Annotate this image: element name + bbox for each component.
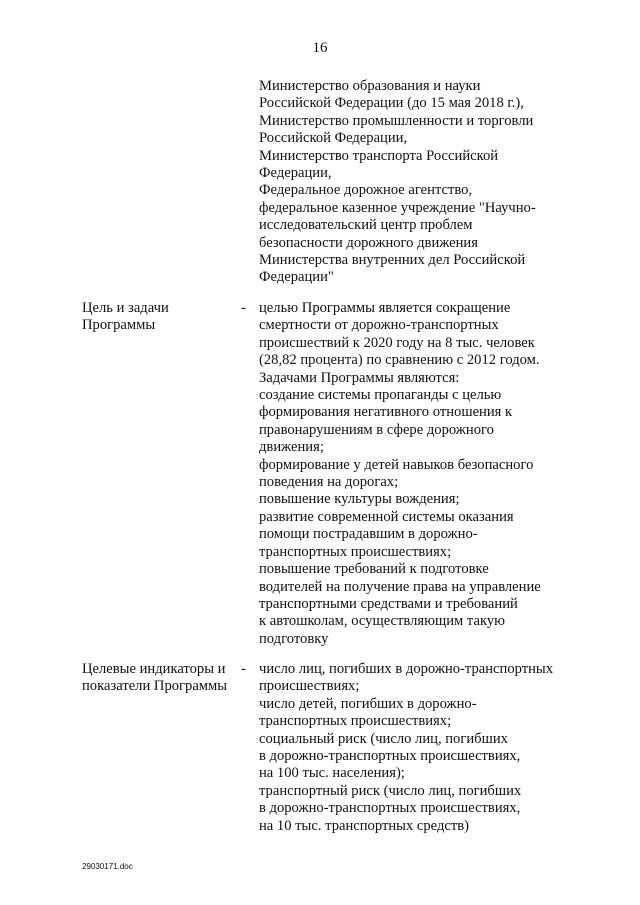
goals-line: развитие современной системы оказания xyxy=(259,508,514,525)
indicators-label xyxy=(82,661,242,696)
goals-line: целью Программы является сокращение xyxy=(259,300,511,316)
goals-label xyxy=(82,300,242,335)
footer-filename: 29030171.doc xyxy=(82,862,133,871)
indicators-line: на 10 тыс. транспортных средств) xyxy=(259,817,469,834)
indicators-line: транспортных происшествиях; xyxy=(259,713,452,730)
indicators-line: социальный риск (число лиц, погибших xyxy=(259,730,508,747)
goals-dash: - xyxy=(241,300,246,316)
goals-line: (28,82 процента) по сравнению с 2012 годом. xyxy=(259,352,540,369)
indicators-dash: - xyxy=(241,661,246,677)
executors-line: Министерство транспорта Российской xyxy=(259,147,499,164)
indicators-line: происшествиях; xyxy=(259,678,360,695)
indicators-line: в дорожно-транспортных происшествиях, xyxy=(259,800,521,817)
indicators-block xyxy=(259,661,579,835)
indicators-line: на 100 тыс. населения); xyxy=(259,765,405,782)
indicators-label-line: Целевые индикаторы и xyxy=(82,661,226,677)
executors-line: Федерации, xyxy=(259,165,332,182)
indicators-line: число лиц, погибших в дорожно-транспортных xyxy=(259,661,554,677)
goals-line: происшествий к 2020 году на 8 тыс. человек xyxy=(259,334,535,351)
goals-label-line: Цель и задачи xyxy=(82,300,169,316)
indicators-line: в дорожно-транспортных происшествиях, xyxy=(259,748,521,765)
goals-line: повышение культуры вождения; xyxy=(259,491,460,508)
executors-line: Федерации" xyxy=(259,269,334,286)
goals-line: формирования негативного отношения к xyxy=(259,404,513,421)
executors-line: Министерство промышленности и торговли xyxy=(259,112,534,129)
indicators-line: транспортный риск (число лиц, погибших xyxy=(259,782,522,799)
goals-line: формирование у детей навыков безопасного xyxy=(259,456,534,473)
executors-block xyxy=(259,78,579,287)
goals-line: создание системы пропаганды с целью xyxy=(259,387,502,404)
page-number: 16 xyxy=(312,40,328,56)
goals-line: движения; xyxy=(259,439,324,456)
executors-line: Российской Федерации, xyxy=(259,130,408,147)
goals-line: повышение требований к подготовке xyxy=(259,561,489,578)
goals-line: к автошколам, осуществляющим такую xyxy=(259,613,506,630)
goals-label-line: Программы xyxy=(82,317,156,334)
goals-block xyxy=(259,300,579,648)
executors-line: исследовательский центр проблем xyxy=(259,217,473,234)
executors-line: Министерства внутренних дел Российской xyxy=(259,252,526,269)
executors-line: Федеральное дорожное агентство, xyxy=(259,182,473,199)
goals-line: транспортными средствами и требований xyxy=(259,595,518,612)
indicators-line: число детей, погибших в дорожно- xyxy=(259,695,477,712)
executors-line: федеральное казенное учреждение "Научно- xyxy=(259,199,536,216)
executors-line: безопасности дорожного движения xyxy=(259,234,478,251)
executors-line: Российской Федерации (до 15 мая 2018 г.), xyxy=(259,95,524,112)
goals-line: смертности от дорожно-транспортных xyxy=(259,317,499,334)
goals-line: подготовку xyxy=(259,630,329,647)
goals-line: правонарушениям в сфере дорожного xyxy=(259,421,494,438)
goals-line: поведения на дорогах; xyxy=(259,474,399,491)
goals-line: транспортных происшествиях; xyxy=(259,543,452,560)
goals-line: водителей на получение права на управление xyxy=(259,578,541,595)
indicators-label-line: показатели Программы xyxy=(82,678,228,695)
goals-line: Задачами Программы являются: xyxy=(259,369,460,386)
goals-line: помощи пострадавшим в дорожно- xyxy=(259,526,478,543)
executors-line: Министерство образования и науки xyxy=(259,78,481,94)
